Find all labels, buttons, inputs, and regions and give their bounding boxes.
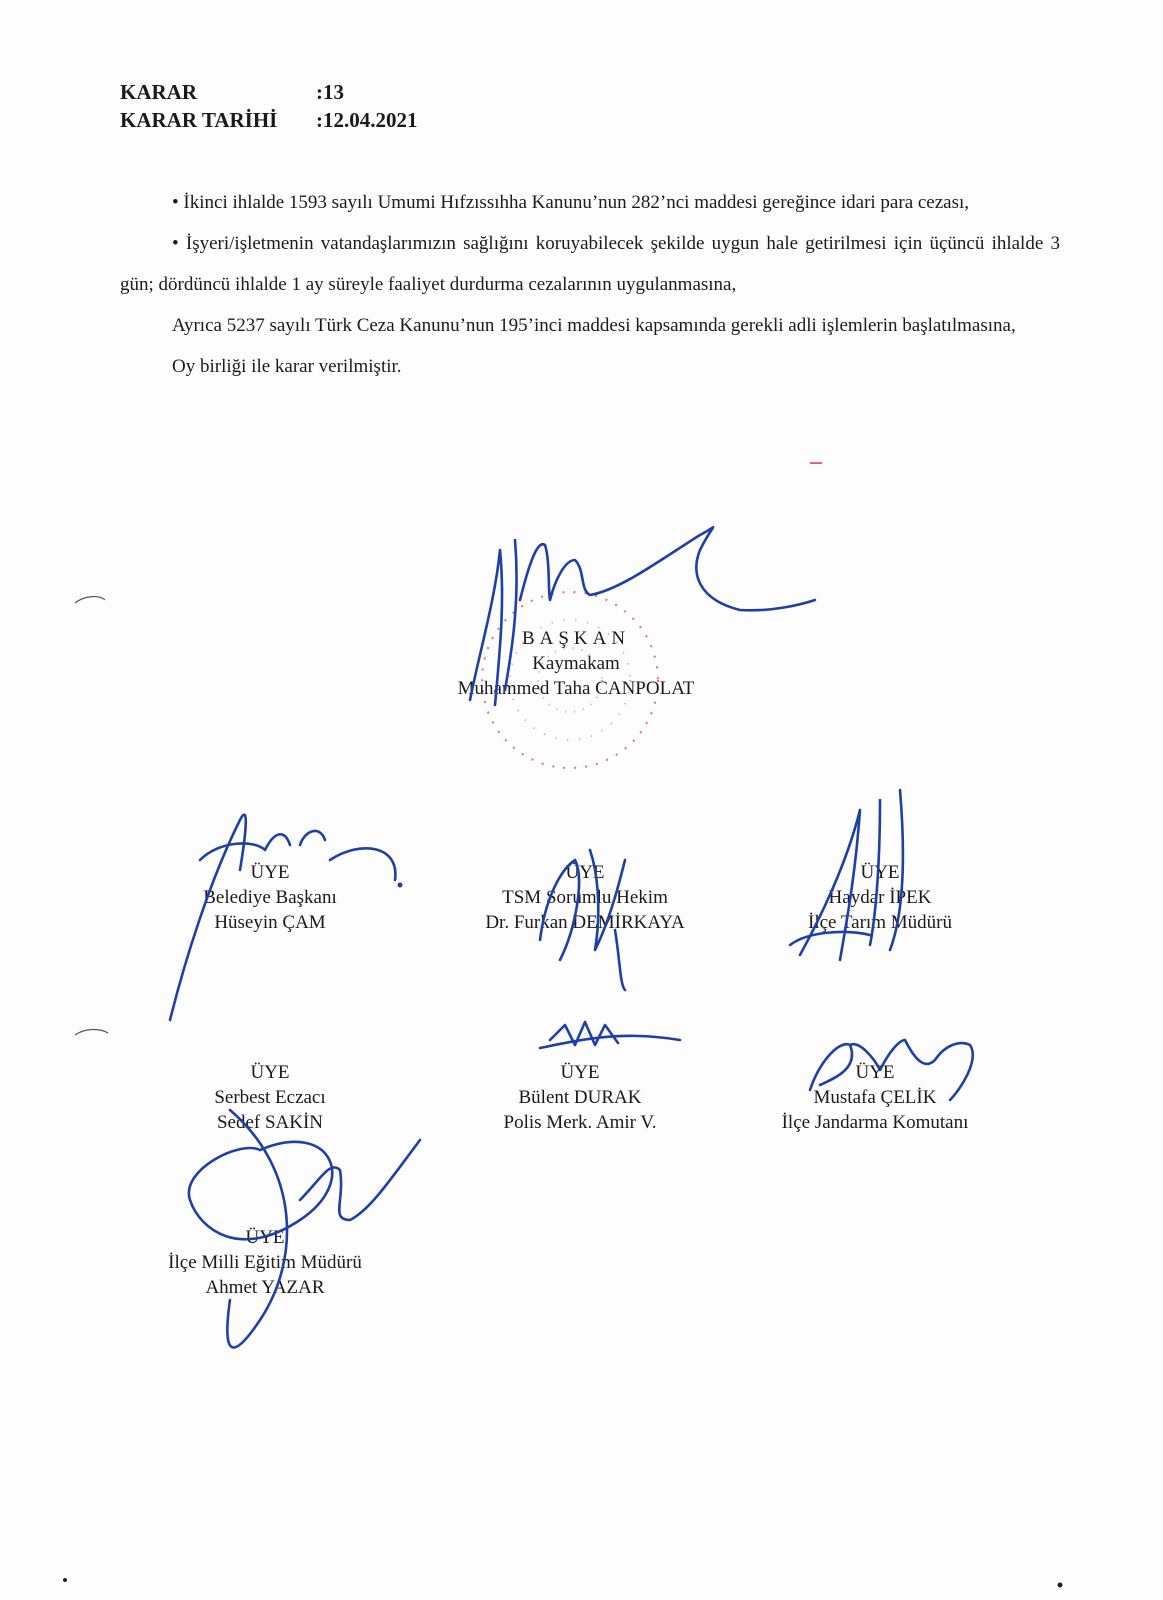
paragraph-unanimous: Oy birliği ile karar verilmiştir. xyxy=(172,356,402,377)
member-name: Haydar İPEK xyxy=(828,887,932,908)
member-role: İlçe Milli Eğitim Müdürü xyxy=(168,1252,362,1273)
decision-number-label: KARAR xyxy=(120,80,197,104)
member-signature-block xyxy=(450,1060,710,1135)
paragraph-fine: • İkinci ihlalde 1593 sayılı Umumi Hıfzıssıhha Kanunu’nun 282’nci maddesi gereğince idari para cezası, xyxy=(172,192,970,213)
decision-header xyxy=(120,78,418,134)
member-name: Ahmet YAZAR xyxy=(205,1277,325,1298)
chair-title: BAŞKAN xyxy=(521,628,631,649)
member-title: ÜYE xyxy=(565,862,605,883)
decision-date-label: KARAR TARİHİ xyxy=(120,108,278,132)
member-role: Belediye Başkanı xyxy=(203,887,337,908)
decision-body xyxy=(120,182,1060,387)
member-role: İlçe Jandarma Komutanı xyxy=(781,1112,969,1133)
member-signature xyxy=(540,1022,680,1048)
member-name: Sedef SAKİN xyxy=(216,1112,324,1133)
member-role: Serbest Eczacı xyxy=(214,1087,326,1108)
chair-role: Kaymakam xyxy=(532,653,620,674)
paragraph-suspension: • İşyeri/işletmenin vatandaşlarımızın sağlığını koruyabilecek şekilde uygun hale getirilmesi için üçüncü ihlalde 3 gün; dördüncü ihlalde 1 ay süreyle faaliyet durdurma cezalarının uygulanmasına, xyxy=(120,233,1060,295)
member-name: Mustafa ÇELİK xyxy=(813,1087,937,1108)
member-name: Dr. Furkan DEMİRKAYA xyxy=(485,912,685,933)
member-signature-block xyxy=(150,860,390,935)
member-name: Hüseyin ÇAM xyxy=(214,912,326,933)
chair-name: Muhammed Taha CANPOLAT xyxy=(457,678,695,699)
member-title: ÜYE xyxy=(560,1062,600,1083)
member-title: ÜYE xyxy=(245,1227,285,1248)
member-signature-block xyxy=(440,860,730,935)
member-signature-block xyxy=(770,860,990,935)
paragraph-legal-action: Ayrıca 5237 sayılı Türk Ceza Kanunu’nun 195’inci maddesi kapsamında gerekli adli işlemlerin başlatılmasına, xyxy=(172,315,1016,336)
member-role: İlçe Tarım Müdürü xyxy=(808,912,952,933)
member-name: Bülent DURAK xyxy=(518,1087,642,1108)
member-title: ÜYE xyxy=(250,862,290,883)
member-signature-block xyxy=(740,1060,1010,1135)
member-title: ÜYE xyxy=(250,1062,290,1083)
member-signature-block xyxy=(150,1060,390,1135)
member-signature-block xyxy=(130,1225,400,1300)
decision-date-value: :12.04.2021 xyxy=(316,108,418,132)
chair-signature-block xyxy=(431,626,721,701)
member-role: Polis Merk. Amir V. xyxy=(503,1112,657,1133)
member-title: ÜYE xyxy=(860,862,900,883)
member-role: TSM Sorumlu Hekim xyxy=(502,887,668,908)
decision-number-value: :13 xyxy=(316,80,344,104)
member-title: ÜYE xyxy=(855,1062,895,1083)
